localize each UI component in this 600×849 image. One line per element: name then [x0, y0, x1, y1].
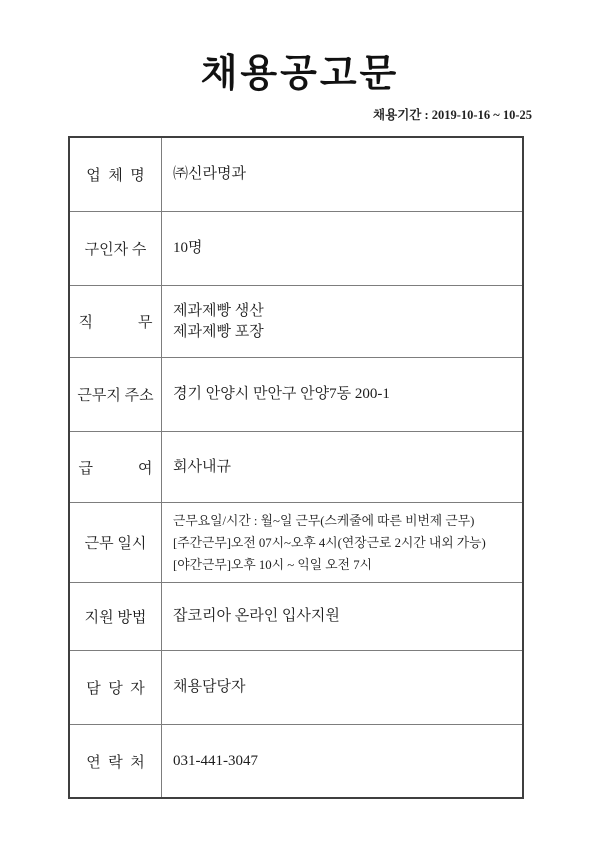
value-line: 031-441-3047: [173, 752, 258, 769]
row-label: 직 무: [70, 286, 162, 357]
value-line: 제과제빵 생산: [173, 302, 264, 319]
row-label: 지원 방법: [70, 583, 162, 650]
row-label: 담 당 자: [70, 651, 162, 724]
table-row-application-method: [70, 583, 522, 651]
row-label: 구인자 수: [70, 212, 162, 285]
value-line: [야간근무]오후 10시 ~ 익일 오전 7시: [173, 557, 372, 572]
row-value: [162, 286, 522, 357]
value-line: 잡코리아 온라인 입사지원: [173, 608, 340, 624]
table-row-workplace-address: [70, 358, 522, 432]
recruitment-period: 채용기간 : 2019-10-16 ~ 10-25: [373, 108, 532, 122]
row-label: 연 락 처: [70, 725, 162, 797]
row-value: [162, 725, 522, 797]
table-row-job-duty: [70, 286, 522, 358]
row-value: [162, 358, 522, 431]
value-line: 제과제빵 포장: [173, 323, 264, 340]
row-value: [162, 138, 522, 211]
table-row-contact-number: [70, 725, 522, 797]
table-row-work-schedule: [70, 503, 522, 583]
table-row-contact-person: [70, 651, 522, 725]
page-title: 채용공고문: [200, 53, 400, 95]
table-row-salary: [70, 432, 522, 503]
row-value: [162, 651, 522, 724]
value-line: [주간근무]오전 07시~오후 4시(연장근로 2시간 내외 가능): [173, 535, 486, 550]
row-value: [162, 503, 522, 582]
value-line: ㈜신라명과: [173, 166, 246, 182]
table-row-headcount: [70, 212, 522, 286]
value-line: 회사내규: [173, 458, 231, 475]
row-label: 근무 일시: [70, 503, 162, 582]
row-label: 급 여: [70, 432, 162, 502]
row-value: [162, 583, 522, 650]
row-label: 근무지 주소: [70, 358, 162, 431]
table-row-company-name: [70, 138, 522, 212]
row-label: 업 체 명: [70, 138, 162, 211]
row-value: [162, 212, 522, 285]
value-line: 채용담당자: [173, 679, 246, 695]
value-line: 10명: [173, 240, 203, 256]
row-value: [162, 432, 522, 502]
value-line: 근무요일/시간 : 월~일 근무(스케줄에 따른 비번제 근무): [173, 513, 475, 528]
job-info-table: [68, 136, 524, 799]
value-line: 경기 안양시 만안구 안양7동 200-1: [173, 386, 390, 402]
